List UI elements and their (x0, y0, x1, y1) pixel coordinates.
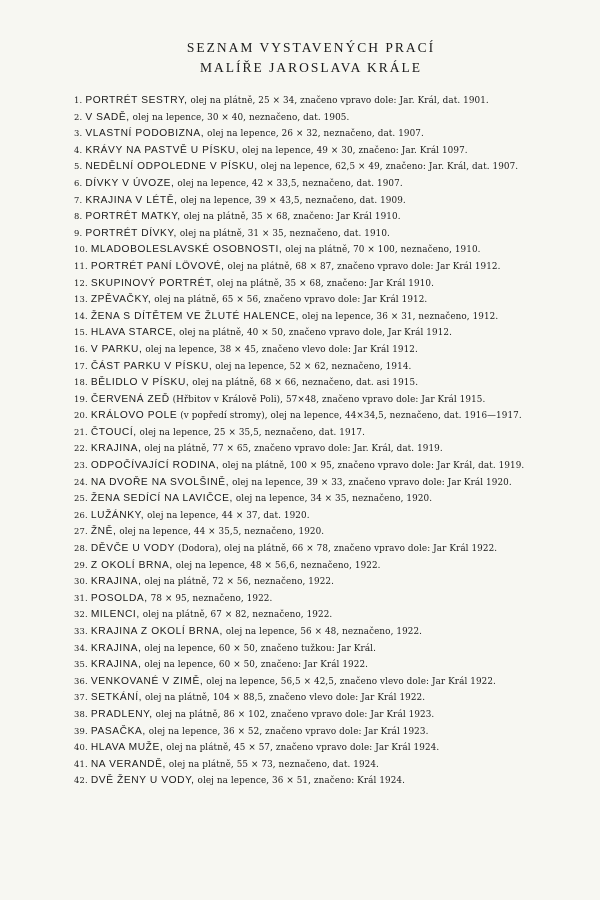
list-item (74, 590, 574, 607)
item-number: 4. (74, 144, 83, 155)
item-title: ČERVENÁ ZEĎ (90, 393, 170, 405)
item-title: V PARKU, (90, 343, 143, 355)
works-list (74, 92, 574, 789)
item-title: PASAČKA, (90, 725, 146, 737)
item-description: olej na lepence, 60 × 50, značeno: Jar Král 1922. (144, 660, 369, 671)
item-number: 25. (74, 493, 88, 504)
item-number: 27. (74, 526, 88, 537)
list-item (74, 573, 574, 590)
item-number: 5. (74, 161, 83, 172)
item-description: (v popředí stromy), olej na lepence, 44×34,5, neznačeno, dat. 1916—1917. (180, 411, 522, 422)
list-item (74, 291, 574, 308)
item-description: olej na lepence, 49 × 30, značeno: Jar. Král 1097. (242, 145, 468, 156)
item-number: 15. (74, 327, 88, 338)
item-description: olej na lepence, 26 × 32, neznačeno, dat. 1907. (207, 129, 424, 140)
item-title: LUŽÁNKY, (90, 509, 145, 521)
item-number: 1. (74, 95, 83, 105)
item-description: olej na lepence, 39 × 33, značeno vpravo dole: Jar Král 1920. (232, 477, 512, 488)
item-number: 36. (74, 675, 88, 686)
list-item (74, 225, 574, 242)
item-title: PORTRÉT PANÍ LÖVOVÉ, (90, 260, 225, 272)
item-title: DVĚ ŽENY U VODY, (90, 775, 195, 787)
item-number: 30. (74, 576, 88, 587)
item-number: 9. (74, 227, 83, 238)
item-number: 10. (74, 244, 88, 255)
list-item (74, 341, 574, 358)
list-item (74, 158, 574, 175)
item-number: 40. (74, 742, 88, 753)
list-item (74, 474, 574, 491)
item-description: olej na lepence, 25 × 35,5, neznačeno, dat. 1917. (139, 427, 365, 438)
item-title: ČÁST PARKU V PÍSKU, (90, 360, 213, 372)
item-description: olej na lepence, 34 × 35, neznačeno, 1920. (235, 494, 433, 505)
item-description: olej na plátně, 72 × 56, neznačeno, 1922. (144, 577, 334, 588)
item-title: KRAJINA, (90, 659, 142, 671)
item-description: olej na plátně, 68 × 87, značeno vpravo dole: Jar Král 1912. (227, 261, 501, 272)
item-number: 41. (74, 758, 88, 769)
list-item (74, 358, 574, 375)
list-item (74, 623, 574, 640)
item-number: 14. (74, 310, 88, 321)
item-number: 11. (74, 260, 88, 271)
item-title: PRADLENY, (90, 708, 153, 720)
item-number: 20. (74, 410, 88, 421)
list-item (74, 258, 574, 275)
list-item (74, 275, 574, 292)
item-description: olej na plátně, 67 × 82, neznačeno, 1922. (142, 610, 333, 621)
item-number: 7. (74, 194, 83, 205)
item-title: KRAJINA, (90, 576, 142, 588)
item-title: ŽENA SEDÍCÍ NA LAVIČCE, (90, 493, 233, 505)
item-number: 16. (74, 343, 88, 354)
item-title: HLAVA MUŽE, (90, 742, 164, 754)
item-title: MILENCI, (90, 609, 140, 621)
item-title: KRÁLOVO POLE (90, 410, 178, 422)
list-item (74, 109, 574, 126)
item-description: olej na plátně, 68 × 66, neznačeno, dat. asi 1915. (192, 378, 419, 389)
item-description: olej na lepence, 36 × 31, neznačeno, 1912. (302, 311, 499, 322)
item-description: olej na plátně, 35 × 68, značeno: Jar Král 1910. (217, 278, 434, 289)
item-title: PORTRÉT DÍVKY, (85, 227, 177, 239)
item-number: 23. (74, 460, 88, 471)
item-number: 33. (74, 626, 88, 636)
item-description: olej na lepence, 48 × 56,6, neznačeno, 1922. (175, 560, 381, 571)
item-description: (Dodora), olej na plátně, 66 × 78, značeno vpravo dole: Jar Král 1922. (177, 544, 498, 555)
item-title: ZPĚVAČKY, (90, 294, 152, 306)
list-item (74, 772, 574, 789)
item-description: olej na lepence, 56 × 48, neznačeno, 1922. (225, 627, 423, 637)
list-item (74, 92, 574, 109)
item-title: VLASTNÍ PODOBIZNA, (85, 128, 205, 140)
item-description: olej na lepence, 56,5 × 42,5, značeno vlevo dole: Jar Král 1922. (206, 676, 496, 687)
item-title: ODPOČÍVAJÍCÍ RODINA, (90, 460, 220, 472)
item-description: olej na lepence, 52 × 62, neznačeno, 1914. (215, 361, 412, 372)
item-title: NEDĚLNÍ ODPOLEDNE V PÍSKU, (85, 161, 258, 173)
item-title: BĚLIDLO V PÍSKU, (90, 377, 190, 389)
item-description: olej na lepence, 62,5 × 49, značeno: Jar. Král, dat. 1907. (260, 162, 519, 173)
item-description: olej na lepence, 42 × 33,5, neznačeno, dat. 1907. (177, 178, 403, 189)
item-description: olej na lepence, 44 × 37, dat. 1920. (147, 510, 310, 521)
list-item (74, 407, 574, 424)
item-title: PORTRÉT MATKY, (85, 211, 181, 223)
item-title: SKUPINOVÝ PORTRÉT, (90, 277, 215, 289)
item-title: ŽNĚ, (90, 526, 117, 538)
item-title: NA VERANDĚ, (90, 758, 166, 770)
item-title: KRAJINA, (90, 443, 142, 455)
item-description: olej na lepence, 36 × 52, značeno vpravo dole: Jar Král 1923. (148, 726, 429, 737)
item-title: POSOLDA, (90, 592, 148, 604)
item-number: 32. (74, 609, 88, 620)
item-description: olej na lepence, 39 × 43,5, neznačeno, dat. 1909. (180, 195, 406, 206)
item-number: 22. (74, 443, 88, 454)
list-item (74, 125, 574, 142)
heading-line-1: SEZNAM VYSTAVENÝCH PRACÍ (186, 40, 436, 55)
list-item (74, 208, 574, 225)
list-item (74, 557, 574, 574)
item-title: DĚVČE U VODY (90, 543, 176, 555)
item-number: 19. (74, 393, 88, 404)
list-item (74, 656, 574, 673)
list-item (74, 324, 574, 341)
item-number: 34. (74, 642, 88, 653)
item-title: DÍVKY V ÚVOZE, (85, 177, 175, 189)
list-item (74, 440, 574, 457)
item-title: HLAVA STARCE, (90, 327, 177, 339)
item-number: 29. (74, 559, 88, 570)
item-description: olej na plátně, 65 × 56, značeno vpravo dole: Jar Král 1912. (154, 295, 428, 306)
item-description: olej na lepence, 60 × 50, značeno tužkou: Jar Král. (144, 643, 376, 654)
item-description: olej na plátně, 35 × 68, značeno: Jar Král 1910. (183, 212, 401, 223)
item-title: SETKÁNÍ, (90, 692, 143, 704)
list-item (74, 142, 574, 159)
item-title: KRAJINA Z OKOLÍ BRNA, (90, 626, 223, 637)
item-description: olej na lepence, 44 × 35,5, neznačeno, 1920. (119, 527, 325, 538)
item-number: 12. (74, 277, 88, 288)
item-description: olej na plátně, 31 × 35, neznačeno, dat. 1910. (179, 228, 390, 239)
list-item (74, 606, 574, 623)
list-item (74, 756, 574, 773)
list-item (74, 457, 574, 474)
list-item (74, 308, 574, 325)
item-description: olej na plátně, 45 × 57, značeno vpravo dole: Jar Král 1924. (166, 743, 440, 754)
list-item (74, 490, 574, 507)
list-item (74, 391, 574, 408)
item-number: 24. (74, 476, 88, 487)
item-title: MLADOBOLESLAVSKÉ OSOBNOSTI, (90, 244, 283, 256)
item-number: 39. (74, 725, 88, 736)
item-number: 2. (74, 111, 83, 122)
list-item (74, 689, 574, 706)
item-number: 13. (74, 294, 88, 305)
item-number: 42. (74, 775, 88, 786)
item-title: KRÁVY NA PASTVĚ U PÍSKU, (85, 144, 240, 156)
document-heading (0, 38, 600, 78)
item-description: olej na lepence, 36 × 51, značeno: Král 1924. (197, 776, 405, 787)
item-title: KRAJINA, (90, 642, 142, 654)
list-item (74, 374, 574, 391)
item-number: 31. (74, 592, 88, 603)
list-item (74, 640, 574, 657)
list-item (74, 523, 574, 540)
list-item (74, 706, 574, 723)
item-title: PORTRÉT SESTRY, (85, 95, 188, 106)
item-number: 35. (74, 659, 88, 670)
item-description: olej na plátně, 70 × 100, neznačeno, 1910. (285, 245, 481, 256)
item-description: olej na plátně, 40 × 50, značeno vpravo dole, Jar Král 1912. (179, 328, 452, 339)
list-item (74, 723, 574, 740)
item-description: olej na lepence, 38 × 45, značeno vlevo dole: Jar Král 1912. (145, 344, 418, 355)
heading-line-2: MALÍŘE JAROSLAVA KRÁLE (199, 60, 423, 75)
item-description: (Hřbitov v Králově Poli), 57×48, značeno vpravo dole: Jar Král 1915. (172, 394, 486, 405)
item-description: olej na plátně, 104 × 88,5, značeno vlevo dole: Jar Král 1922. (145, 693, 426, 704)
item-description: olej na plátně, 25 × 34, značeno vpravo dole: Jar. Král, dat. 1901. (190, 96, 489, 106)
item-description: olej na plátně, 86 × 102, značeno vpravo dole: Jar Král 1923. (155, 709, 435, 720)
item-description: olej na plátně, 55 × 73, neznačeno, dat. 1924. (168, 759, 379, 770)
list-item (74, 540, 574, 557)
item-title: VENKOVANÉ V ZIMĚ, (90, 675, 204, 687)
item-description: 78 × 95, neznačeno, 1922. (150, 593, 273, 604)
list-item (74, 673, 574, 690)
item-description: olej na plátně, 100 × 95, značeno vpravo dole: Jar Král, dat. 1919. (222, 461, 525, 472)
item-description: olej na plátně, 77 × 65, značeno vpravo dole: Jar. Král, dat. 1919. (144, 444, 443, 455)
item-number: 38. (74, 708, 88, 719)
item-title: NA DVOŘE NA SVOLŠINĚ, (90, 476, 230, 488)
item-number: 3. (74, 128, 83, 139)
item-description: olej na lepence, 30 × 40, neznačeno, dat. 1905. (132, 112, 350, 123)
list-item (74, 192, 574, 209)
item-title: KRAJINA V LÉTĚ, (85, 194, 178, 206)
list-item (74, 175, 574, 192)
item-number: 6. (74, 177, 83, 188)
item-number: 18. (74, 377, 88, 388)
list-item (74, 739, 574, 756)
item-number: 26. (74, 509, 88, 520)
item-title: ČTOUCÍ, (90, 426, 137, 438)
item-title: Z OKOLÍ BRNA, (90, 559, 173, 571)
item-number: 37. (74, 692, 88, 703)
list-item (74, 507, 574, 524)
item-number: 28. (74, 543, 88, 554)
item-number: 21. (74, 426, 88, 437)
item-title: ŽENA S DÍTĚTEM VE ŽLUTÉ HALENCE, (90, 310, 300, 322)
list-item (74, 241, 574, 258)
item-number: 8. (74, 211, 83, 222)
item-number: 17. (74, 360, 88, 371)
list-item (74, 424, 574, 441)
item-title: V SADĚ, (85, 111, 130, 123)
